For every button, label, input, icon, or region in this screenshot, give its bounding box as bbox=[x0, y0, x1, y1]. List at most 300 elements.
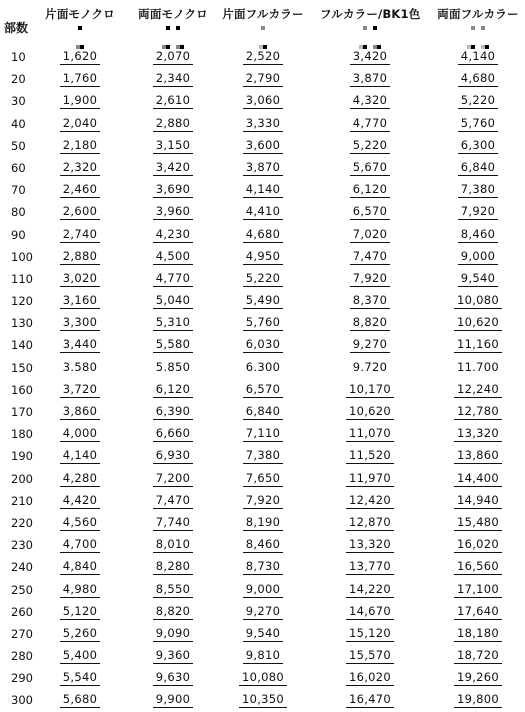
quantity-cell: 260 bbox=[11, 604, 33, 619]
price-cell bbox=[138, 360, 208, 376]
price-value: 9,810 bbox=[243, 648, 283, 664]
price-value: 8,190 bbox=[243, 515, 283, 531]
price-cell bbox=[52, 227, 108, 243]
price-value: 2,040 bbox=[60, 116, 100, 132]
price-cell bbox=[228, 537, 298, 553]
double-side-color-icon bbox=[467, 26, 488, 36]
price-value: 10,620 bbox=[346, 404, 394, 420]
price-value: 3.580 bbox=[62, 359, 98, 374]
price-value: 14,940 bbox=[454, 493, 502, 509]
price-cell bbox=[138, 604, 208, 620]
price-value: 3,300 bbox=[60, 315, 100, 331]
price-value: 6,300 bbox=[458, 138, 498, 154]
price-cell bbox=[338, 493, 402, 509]
price-cell bbox=[446, 360, 510, 376]
price-value: 6,570 bbox=[243, 382, 283, 398]
price-value: 8,550 bbox=[153, 582, 193, 598]
price-value: 2,790 bbox=[243, 71, 283, 87]
price-value: 16,020 bbox=[454, 537, 502, 553]
table-row bbox=[0, 445, 525, 467]
price-value: 5,220 bbox=[350, 138, 390, 154]
column-label: フルカラー/BK1色 bbox=[320, 7, 421, 21]
price-cell bbox=[446, 182, 510, 198]
price-cell bbox=[228, 293, 298, 309]
price-cell bbox=[446, 493, 510, 509]
price-value: 19,800 bbox=[454, 692, 502, 708]
price-value: 5,220 bbox=[243, 271, 283, 287]
quantity-cell: 30 bbox=[11, 94, 26, 109]
price-value: 5,490 bbox=[243, 293, 283, 309]
price-cell bbox=[338, 360, 402, 376]
price-cell bbox=[338, 426, 402, 442]
price-cell bbox=[52, 404, 108, 420]
price-cell bbox=[338, 604, 402, 620]
price-value: 11,520 bbox=[346, 448, 394, 464]
price-cell bbox=[52, 426, 108, 442]
price-cell bbox=[338, 448, 402, 464]
price-value: 4,770 bbox=[153, 271, 193, 287]
price-cell bbox=[338, 404, 402, 420]
price-cell bbox=[228, 360, 298, 376]
quantity-cell: 240 bbox=[11, 560, 33, 575]
quantity-cell: 60 bbox=[11, 160, 26, 175]
price-cell bbox=[228, 71, 298, 87]
quantity-cell: 40 bbox=[11, 116, 26, 131]
price-value: 15,480 bbox=[454, 515, 502, 531]
price-value: 4,680 bbox=[458, 71, 498, 87]
price-value: 9,270 bbox=[350, 337, 390, 353]
price-cell bbox=[138, 493, 208, 509]
price-cell bbox=[52, 670, 108, 686]
price-cell bbox=[446, 160, 510, 176]
price-value: 4,140 bbox=[243, 182, 283, 198]
price-value: 3,020 bbox=[60, 271, 100, 287]
price-value: 1,620 bbox=[60, 49, 100, 65]
price-value: 5,680 bbox=[60, 692, 100, 708]
column-label: 両面フルカラー bbox=[437, 7, 519, 21]
table-row bbox=[0, 401, 525, 423]
price-value: 5,040 bbox=[153, 293, 193, 309]
price-cell bbox=[338, 382, 402, 398]
price-value: 5,760 bbox=[458, 116, 498, 132]
price-cell bbox=[138, 160, 208, 176]
price-value: 5,310 bbox=[153, 315, 193, 331]
price-value: 5,670 bbox=[350, 160, 390, 176]
price-value: 6,840 bbox=[243, 404, 283, 420]
price-value: 3,600 bbox=[243, 138, 283, 154]
price-value: 9,270 bbox=[243, 604, 283, 620]
price-value: 2,180 bbox=[60, 138, 100, 154]
price-cell bbox=[228, 604, 298, 620]
price-cell bbox=[338, 337, 402, 353]
price-value: 14,400 bbox=[454, 471, 502, 487]
price-value: 2,520 bbox=[243, 49, 283, 65]
quantity-header: 部数 bbox=[4, 21, 29, 35]
price-cell bbox=[52, 315, 108, 331]
price-cell bbox=[138, 670, 208, 686]
price-value: 4,560 bbox=[60, 515, 100, 531]
table-row bbox=[0, 645, 525, 667]
table-row bbox=[0, 179, 525, 201]
price-value: 4,410 bbox=[243, 204, 283, 220]
table-row bbox=[0, 113, 525, 135]
price-value: 11.700 bbox=[456, 359, 500, 374]
price-value: 2,740 bbox=[60, 227, 100, 243]
price-cell bbox=[446, 293, 510, 309]
table-row bbox=[0, 224, 525, 246]
price-cell bbox=[446, 670, 510, 686]
price-cell bbox=[228, 493, 298, 509]
price-value: 7,380 bbox=[458, 182, 498, 198]
price-cell bbox=[52, 692, 108, 708]
price-value: 4,770 bbox=[350, 116, 390, 132]
price-cell bbox=[138, 71, 208, 87]
price-cell bbox=[338, 648, 402, 664]
quantity-cell: 130 bbox=[11, 316, 33, 331]
price-cell bbox=[446, 204, 510, 220]
price-cell bbox=[446, 559, 510, 575]
price-value: 4,320 bbox=[350, 93, 390, 109]
price-cell bbox=[338, 204, 402, 220]
price-cell bbox=[338, 537, 402, 553]
price-value: 9,090 bbox=[153, 626, 193, 642]
price-cell bbox=[52, 648, 108, 664]
price-value: 5,760 bbox=[243, 315, 283, 331]
table-row bbox=[0, 357, 525, 379]
price-value: 7,110 bbox=[243, 426, 283, 442]
price-value: 9,360 bbox=[153, 648, 193, 664]
price-value: 6,930 bbox=[153, 448, 193, 464]
price-cell bbox=[52, 271, 108, 287]
price-value: 3,960 bbox=[153, 204, 193, 220]
price-cell bbox=[52, 559, 108, 575]
price-cell bbox=[338, 138, 402, 154]
price-cell bbox=[338, 71, 402, 87]
price-value: 9.720 bbox=[352, 359, 388, 374]
price-value: 7,020 bbox=[350, 227, 390, 243]
price-cell bbox=[228, 160, 298, 176]
table-row bbox=[0, 512, 525, 534]
price-value: 3,720 bbox=[60, 382, 100, 398]
price-cell bbox=[138, 227, 208, 243]
price-value: 2,460 bbox=[60, 182, 100, 198]
price-cell bbox=[338, 626, 402, 642]
price-value: 3,060 bbox=[243, 93, 283, 109]
price-value: 12,240 bbox=[454, 382, 502, 398]
price-cell bbox=[138, 293, 208, 309]
price-cell bbox=[52, 515, 108, 531]
price-value: 15,120 bbox=[346, 626, 394, 642]
quantity-cell: 120 bbox=[11, 294, 33, 309]
price-value: 12,780 bbox=[454, 404, 502, 420]
price-cell bbox=[338, 670, 402, 686]
table-row bbox=[0, 689, 525, 711]
price-value: 7,470 bbox=[350, 249, 390, 265]
price-cell bbox=[138, 249, 208, 265]
price-cell bbox=[52, 604, 108, 620]
price-cell bbox=[446, 337, 510, 353]
price-cell bbox=[446, 138, 510, 154]
price-value: 13,770 bbox=[346, 559, 394, 575]
price-cell bbox=[138, 337, 208, 353]
price-cell bbox=[446, 537, 510, 553]
price-cell bbox=[228, 337, 298, 353]
price-cell bbox=[228, 471, 298, 487]
price-cell bbox=[446, 227, 510, 243]
price-cell bbox=[446, 692, 510, 708]
price-value: 6,030 bbox=[243, 337, 283, 353]
price-value: 3,330 bbox=[243, 116, 283, 132]
price-value: 3,870 bbox=[243, 160, 283, 176]
table-row bbox=[0, 468, 525, 490]
price-cell bbox=[228, 559, 298, 575]
price-cell bbox=[52, 360, 108, 376]
price-cell bbox=[338, 582, 402, 598]
price-cell bbox=[228, 582, 298, 598]
price-cell bbox=[228, 204, 298, 220]
price-value: 6,120 bbox=[153, 382, 193, 398]
price-value: 4,230 bbox=[153, 227, 193, 243]
quantity-cell: 20 bbox=[11, 72, 26, 87]
price-value: 2,610 bbox=[153, 93, 193, 109]
table-row bbox=[0, 334, 525, 356]
price-value: 5,580 bbox=[153, 337, 193, 353]
price-cell bbox=[446, 315, 510, 331]
price-cell bbox=[228, 670, 298, 686]
price-cell bbox=[52, 626, 108, 642]
price-value: 3,150 bbox=[153, 138, 193, 154]
double-side-mono-icon bbox=[162, 26, 183, 36]
price-cell bbox=[138, 471, 208, 487]
price-value: 3,690 bbox=[153, 182, 193, 198]
price-value: 18,180 bbox=[454, 626, 502, 642]
quantity-cell: 180 bbox=[11, 427, 33, 442]
price-value: 13,860 bbox=[454, 448, 502, 464]
price-value: 7,920 bbox=[243, 493, 283, 509]
price-value: 4,140 bbox=[60, 448, 100, 464]
price-value: 4,280 bbox=[60, 471, 100, 487]
price-value: 5,400 bbox=[60, 648, 100, 664]
price-value: 4,950 bbox=[243, 249, 283, 265]
price-cell bbox=[338, 249, 402, 265]
price-value: 19,260 bbox=[454, 670, 502, 686]
price-cell bbox=[138, 116, 208, 132]
price-value: 1,900 bbox=[60, 93, 100, 109]
price-value: 6,570 bbox=[350, 204, 390, 220]
price-value: 9,000 bbox=[243, 582, 283, 598]
table-row bbox=[0, 601, 525, 623]
price-cell bbox=[52, 138, 108, 154]
price-cell bbox=[228, 626, 298, 642]
price-cell bbox=[338, 93, 402, 109]
price-cell bbox=[138, 271, 208, 287]
price-value: 14,670 bbox=[346, 604, 394, 620]
price-cell bbox=[446, 49, 510, 65]
price-value: 4,500 bbox=[153, 249, 193, 265]
table-row bbox=[0, 290, 525, 312]
price-value: 13,320 bbox=[454, 426, 502, 442]
price-value: 18,720 bbox=[454, 648, 502, 664]
quantity-cell: 100 bbox=[11, 249, 33, 264]
price-cell bbox=[228, 49, 298, 65]
quantity-cell: 50 bbox=[11, 138, 26, 153]
price-cell bbox=[228, 404, 298, 420]
price-cell bbox=[138, 182, 208, 198]
price-value: 9,900 bbox=[153, 692, 193, 708]
table-row bbox=[0, 201, 525, 223]
price-cell bbox=[138, 382, 208, 398]
table-row bbox=[0, 268, 525, 290]
price-cell bbox=[138, 692, 208, 708]
price-value: 3,420 bbox=[350, 49, 390, 65]
table-row bbox=[0, 556, 525, 578]
price-value: 8,730 bbox=[243, 559, 283, 575]
price-cell bbox=[338, 49, 402, 65]
price-value: 10,170 bbox=[346, 382, 394, 398]
price-cell bbox=[446, 426, 510, 442]
single-side-mono-icon bbox=[76, 26, 84, 36]
price-cell bbox=[338, 315, 402, 331]
price-cell bbox=[228, 116, 298, 132]
price-value: 15,570 bbox=[346, 648, 394, 664]
table-row bbox=[0, 46, 525, 68]
price-value: 16,560 bbox=[454, 559, 502, 575]
price-value: 3,420 bbox=[153, 160, 193, 176]
price-cell bbox=[52, 160, 108, 176]
color-bk1-icon bbox=[359, 26, 380, 36]
price-value: 7,380 bbox=[243, 448, 283, 464]
price-cell bbox=[138, 426, 208, 442]
price-cell bbox=[52, 204, 108, 220]
quantity-cell: 160 bbox=[11, 382, 33, 397]
quantity-cell: 290 bbox=[11, 671, 33, 686]
price-cell bbox=[446, 93, 510, 109]
price-cell bbox=[228, 249, 298, 265]
price-value: 8,460 bbox=[243, 537, 283, 553]
price-cell bbox=[338, 160, 402, 176]
price-cell bbox=[446, 582, 510, 598]
quantity-cell: 80 bbox=[11, 205, 26, 220]
price-value: 5.850 bbox=[155, 359, 191, 374]
price-cell bbox=[228, 648, 298, 664]
price-value: 13,320 bbox=[346, 537, 394, 553]
quantity-cell: 280 bbox=[11, 649, 33, 664]
price-cell bbox=[228, 227, 298, 243]
price-value: 10,080 bbox=[454, 293, 502, 309]
price-cell bbox=[52, 471, 108, 487]
price-cell bbox=[446, 116, 510, 132]
price-value: 11,070 bbox=[346, 426, 394, 442]
price-value: 5,220 bbox=[458, 93, 498, 109]
price-value: 5,260 bbox=[60, 626, 100, 642]
table-header bbox=[0, 6, 525, 40]
price-value: 12,870 bbox=[346, 515, 394, 531]
price-cell bbox=[138, 204, 208, 220]
price-cell bbox=[338, 271, 402, 287]
price-cell bbox=[138, 559, 208, 575]
price-value: 8,370 bbox=[350, 293, 390, 309]
quantity-cell: 210 bbox=[11, 493, 33, 508]
price-cell bbox=[446, 648, 510, 664]
price-value: 4,140 bbox=[458, 49, 498, 65]
table-row bbox=[0, 490, 525, 512]
price-value: 4,420 bbox=[60, 493, 100, 509]
table-row bbox=[0, 423, 525, 445]
price-cell bbox=[138, 49, 208, 65]
price-cell bbox=[138, 138, 208, 154]
price-value: 8,010 bbox=[153, 537, 193, 553]
quantity-cell: 90 bbox=[11, 227, 26, 242]
price-value: 2,320 bbox=[60, 160, 100, 176]
price-cell bbox=[338, 293, 402, 309]
price-cell bbox=[446, 71, 510, 87]
price-cell bbox=[52, 49, 108, 65]
quantity-cell: 170 bbox=[11, 405, 33, 419]
price-cell bbox=[138, 537, 208, 553]
price-cell bbox=[138, 648, 208, 664]
price-value: 6,390 bbox=[153, 404, 193, 420]
price-cell bbox=[446, 471, 510, 487]
price-value: 17,100 bbox=[454, 582, 502, 598]
price-cell bbox=[228, 138, 298, 154]
table-row bbox=[0, 246, 525, 268]
price-cell bbox=[52, 582, 108, 598]
price-cell bbox=[228, 271, 298, 287]
price-cell bbox=[52, 382, 108, 398]
price-value: 14,220 bbox=[346, 582, 394, 598]
price-cell bbox=[138, 515, 208, 531]
price-cell bbox=[52, 116, 108, 132]
price-value: 4,980 bbox=[60, 582, 100, 598]
column-label: 片面フルカラー bbox=[222, 7, 304, 21]
price-cell bbox=[52, 182, 108, 198]
price-value: 5,120 bbox=[60, 604, 100, 620]
quantity-cell: 110 bbox=[11, 271, 33, 286]
price-value: 3,440 bbox=[60, 337, 100, 353]
price-cell bbox=[138, 404, 208, 420]
price-cell bbox=[446, 448, 510, 464]
price-cell bbox=[446, 249, 510, 265]
price-cell bbox=[338, 692, 402, 708]
price-value: 6,660 bbox=[153, 426, 193, 442]
price-value: 4,700 bbox=[60, 537, 100, 553]
price-cell bbox=[52, 249, 108, 265]
quantity-cell: 140 bbox=[11, 338, 33, 353]
column-label: 両面モノクロ bbox=[138, 7, 208, 21]
price-cell bbox=[228, 426, 298, 442]
price-value: 9,540 bbox=[458, 271, 498, 287]
table-row bbox=[0, 68, 525, 90]
price-cell bbox=[138, 315, 208, 331]
price-cell bbox=[446, 604, 510, 620]
price-cell bbox=[138, 582, 208, 598]
price-value: 8,820 bbox=[350, 315, 390, 331]
price-value: 12,420 bbox=[346, 493, 394, 509]
price-value: 7,740 bbox=[153, 515, 193, 531]
table-row bbox=[0, 312, 525, 334]
quantity-cell: 230 bbox=[11, 538, 33, 553]
price-value: 7,650 bbox=[243, 471, 283, 487]
price-value: 8,820 bbox=[153, 604, 193, 620]
quantity-cell: 300 bbox=[11, 693, 33, 708]
price-value: 7,920 bbox=[350, 271, 390, 287]
price-value: 3,160 bbox=[60, 293, 100, 309]
price-value: 2,600 bbox=[60, 204, 100, 220]
price-value: 7,200 bbox=[153, 471, 193, 487]
price-cell bbox=[228, 182, 298, 198]
price-value: 6.300 bbox=[245, 359, 281, 374]
table-row bbox=[0, 379, 525, 401]
